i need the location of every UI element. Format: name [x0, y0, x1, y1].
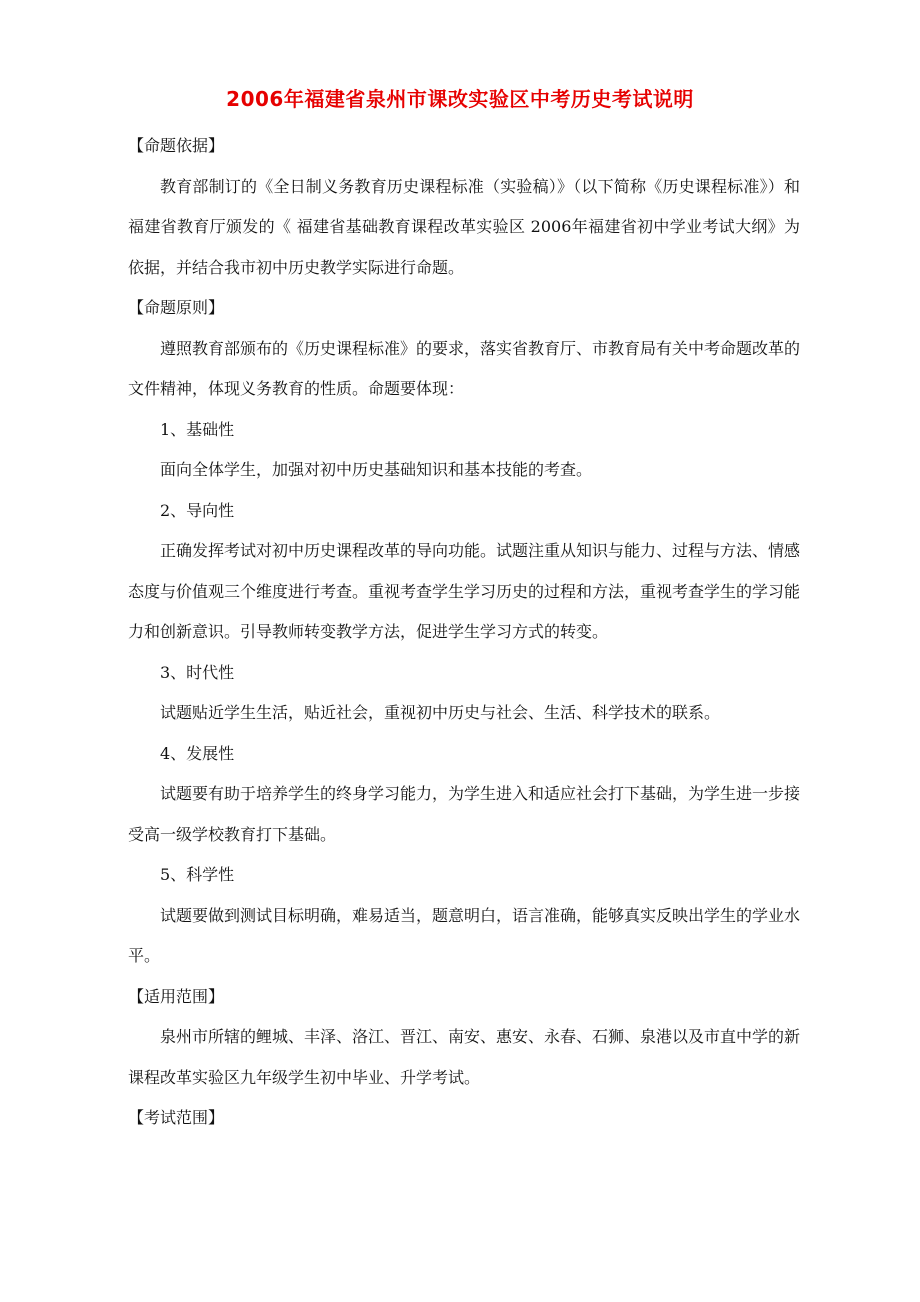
- principle-label-2: 2、导向性: [160, 500, 235, 520]
- scope-paragraph: 泉州市所辖的鲤城、丰泽、洛江、晋江、南安、惠安、永春、石狮、泉港以及市直中学的新课程改革实验区九年级学生初中毕业、升学考试。: [128, 1027, 801, 1087]
- principle-text-5: 试题要做到测试目标明确，难易适当，题意明白，语言准确，能够真实反映出学生的学业水平。: [128, 905, 801, 965]
- principle-label-5: 5、科学性: [160, 865, 235, 884]
- principle-text-2: 正确发挥考试对初中历史课程改革的导向功能。试题注重从知识与能力、过程与方法、情感态度与价值观三个维度进行考查。重视考查学生学习历史的过程和方法，重视考查学生的学习能力和创新意识。引导教师转变教学方法，促进学生学习方式的转变。: [128, 541, 801, 641]
- section-heading-scope: 【适用范围】: [128, 986, 225, 1006]
- principle-text-3: 试题贴近学生生活，贴近社会，重视初中历史与社会、生活、科学技术的联系。: [160, 703, 721, 722]
- principle-label-1: 1、基础性: [160, 419, 235, 439]
- section-heading-principles: 【命题原则】: [128, 298, 225, 317]
- basis-paragraph: 教育部制订的《全日制义务教育历史课程标准（实验稿）》（以下简称《历史课程标准》）和福建省教育厅颁发的《 福建省基础教育课程改革实验区 2006年福建省初中学业考试大纲》为依据，并结合我市初中历史教学实际进行命题。: [128, 176, 800, 277]
- principle-label-3: 3、时代性: [160, 662, 235, 682]
- principles-intro: 遵照教育部颁布的《历史课程标准》的要求，落实省教育厅、市教育局有关中考命题改革的文件精神，体现义务教育的性质。命题要体现：: [128, 338, 801, 398]
- section-heading-basis: 【命题依据】: [128, 136, 225, 155]
- principle-text-4: 试题要有助于培养学生的终身学习能力，为学生进入和适应社会打下基础，为学生进一步接受高一级学校教育打下基础。: [128, 784, 801, 844]
- principle-label-4: 4、发展性: [160, 743, 235, 763]
- document-body: [128, 126, 800, 1139]
- section-heading-exam-scope: 【考试范围】: [128, 1108, 225, 1127]
- document-title: 2006年福建省泉州市课改实验区中考历史考试说明: [226, 87, 694, 111]
- principle-text-1: 面向全体学生，加强对初中历史基础知识和基本技能的考查。: [160, 460, 593, 479]
